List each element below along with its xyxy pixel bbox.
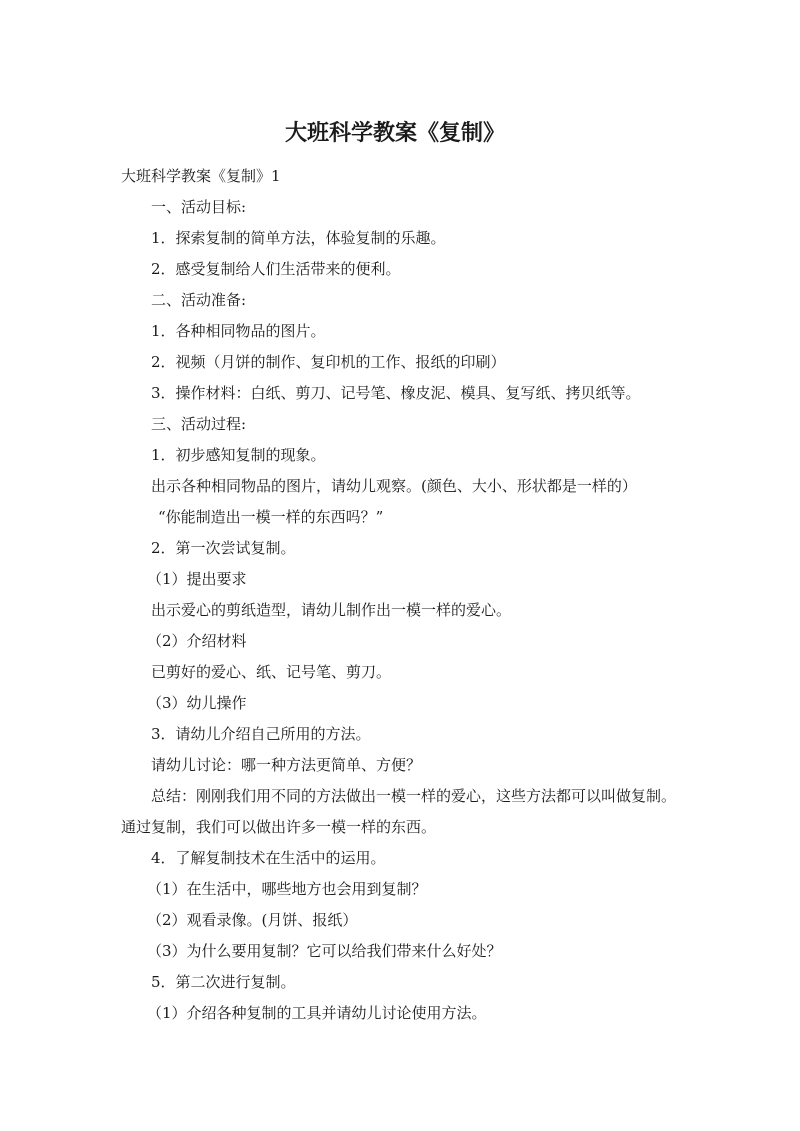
heading-process: 三、活动过程: xyxy=(151,415,247,433)
heading-objectives: 一、活动目标: xyxy=(151,198,247,216)
process-quote: “你能制造出一模一样的东西吗？” xyxy=(158,508,384,526)
process-summary: 总结：刚刚我们用不同的方法做出一模一样的爱心，这些方法都可以叫做复制。通过复制，我们可以做出许多一模一样的东西。 xyxy=(121,787,677,836)
process-substep: （1）提出要求 xyxy=(147,570,247,588)
section-heading: 大班科学教案《复制》1 xyxy=(121,167,281,185)
objective-item: 1．探索复制的简单方法，体验复制的乐趣。 xyxy=(151,229,446,247)
objective-item: 2．感受复制给人们生活带来的便利。 xyxy=(151,260,401,278)
process-paragraph: 出示爱心的剪纸造型，请幼儿制作出一模一样的爱心。 xyxy=(151,601,512,619)
process-substep: （1）在生活中，哪些地方也会用到复制？ xyxy=(147,880,427,898)
preparation-item: 3．操作材料：白纸、剪刀、记号笔、橡皮泥、模具、复写纸、拷贝纸等。 xyxy=(151,384,641,402)
preparation-item: 2．视频（月饼的制作、复印机的工作、报纸的印刷） xyxy=(151,353,506,371)
heading-preparation: 二、活动准备: xyxy=(151,291,247,309)
document-body xyxy=(121,161,681,1029)
process-substep: （2）介绍材料 xyxy=(147,632,247,650)
process-step: 1．初步感知复制的现象。 xyxy=(151,446,326,464)
process-step: 5．第二次进行复制。 xyxy=(151,973,296,991)
process-substep: （3）幼儿操作 xyxy=(147,694,247,712)
process-substep: （3）为什么要用复制？它可以给我们带来什么好处？ xyxy=(147,942,502,960)
preparation-item: 1．各种相同物品的图片。 xyxy=(151,322,326,340)
process-paragraph: 请幼儿讨论：哪一种方法更简单、方便？ xyxy=(151,756,422,774)
process-substep: （2）观看录像。(月饼、报纸） xyxy=(147,911,358,929)
process-step: 2．第一次尝试复制。 xyxy=(151,539,296,557)
process-substep: （1）介绍各种复制的工具并请幼儿讨论使用方法。 xyxy=(147,1004,487,1022)
process-paragraph: 已剪好的爱心、纸、记号笔、剪刀。 xyxy=(151,663,392,681)
process-paragraph: 出示各种相同物品的图片，请幼儿观察。(颜色、大小、形状都是一样的） xyxy=(151,477,637,495)
document-title: 大班科学教案《复制》 xyxy=(284,121,505,146)
process-step: 3．请幼儿介绍自己所用的方法。 xyxy=(151,725,371,743)
process-step: 4．了解复制技术在生活中的运用。 xyxy=(151,849,386,867)
